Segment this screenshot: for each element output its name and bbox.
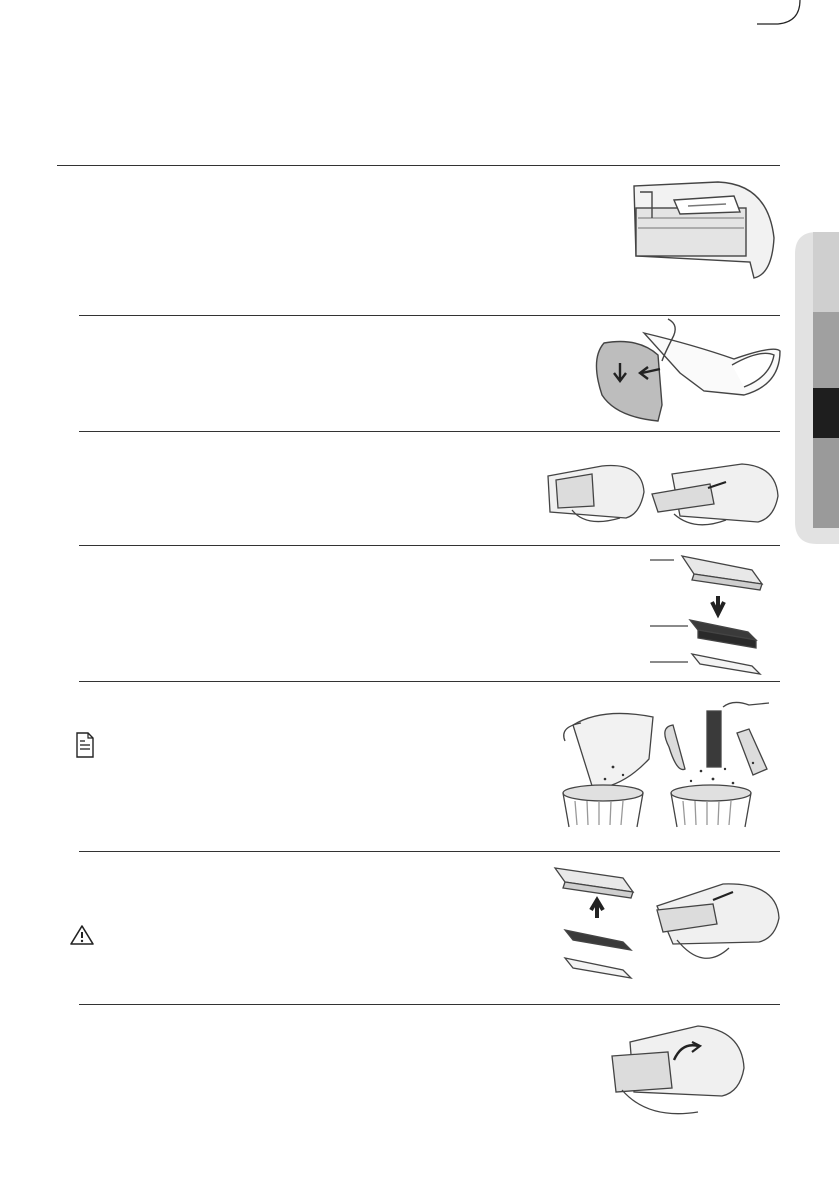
empty-trash-illustration bbox=[553, 697, 785, 829]
step-divider-2 bbox=[79, 431, 780, 432]
step-divider-4 bbox=[79, 681, 780, 682]
remove-bin-illustration bbox=[584, 315, 784, 427]
open-filter-illustration bbox=[542, 452, 780, 532]
header-rule bbox=[57, 165, 780, 166]
page-corner-curve bbox=[0, 0, 839, 80]
reassemble-filter-illustration bbox=[553, 862, 783, 992]
note-icon bbox=[75, 731, 95, 759]
step-divider-3 bbox=[79, 545, 780, 546]
side-tab-2 bbox=[813, 312, 839, 388]
dustbin-illustration bbox=[628, 178, 778, 282]
side-tab-active bbox=[813, 388, 839, 438]
step-divider-6 bbox=[79, 1004, 780, 1005]
side-tab-1 bbox=[813, 232, 839, 312]
side-tab-4 bbox=[813, 438, 839, 528]
filter-layers-illustration bbox=[648, 550, 768, 678]
chapter-side-tabs[interactable] bbox=[791, 232, 839, 544]
warning-icon bbox=[69, 924, 95, 946]
step-divider-5 bbox=[79, 851, 780, 852]
close-bin-illustration bbox=[608, 1016, 748, 1120]
